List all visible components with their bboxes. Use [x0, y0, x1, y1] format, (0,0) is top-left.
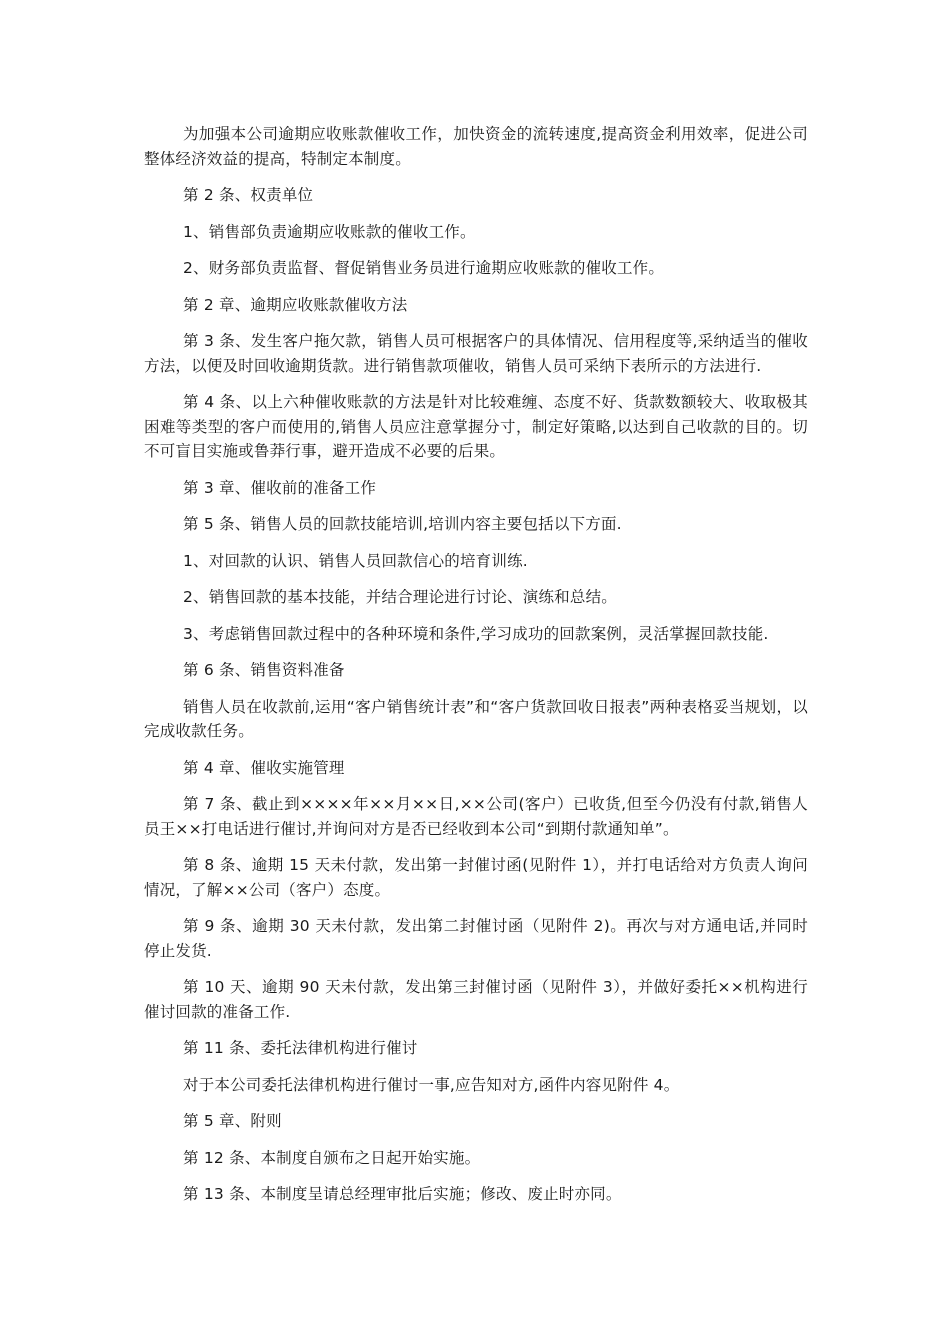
list-item: 1、销售部负责逾期应收账款的催收工作。 — [183, 222, 476, 241]
list-item: 1、对回款的认识、销售人员回款信心的培育训练. — [183, 551, 528, 570]
article-13-paragraph: 第 13 条、本制度呈请总经理审批后实施；修改、废止时亦同。 — [183, 1185, 622, 1203]
article-12-paragraph: 第 12 条、本制度自颁布之日起开始实施。 — [183, 1148, 481, 1167]
list-item: 2、销售回款的基本技能，并结合理论进行讨论、演练和总结。 — [183, 588, 617, 606]
article-11-heading: 第 11 条、委托法律机构进行催讨 — [183, 1039, 418, 1057]
chapter-4-heading: 第 4 章、催收实施管理 — [183, 758, 345, 777]
chapter-5-heading: 第 5 章、附则 — [183, 1112, 282, 1130]
article-6-heading: 第 6 条、销售资料准备 — [183, 661, 345, 679]
chapter-3-heading: 第 3 章、催收前的准备工作 — [183, 478, 377, 497]
list-item: 3、考虑销售回款过程中的各种环境和条件,学习成功的回款案例，灵活掌握回款技能. — [183, 624, 769, 643]
article-8-paragraph: 第 8 条、逾期 15 天未付款，发出第一封催讨函(见附件 1），并打电话给对方负责人询问情况，了解××公司（客户）态度。 — [144, 856, 808, 899]
chapter-2-heading: 第 2 章、逾期应收账款催收方法 — [183, 295, 408, 314]
article-3-paragraph: 第 3 条、发生客户拖欠款，销售人员可根据客户的具体情况、信用程度等,采纳适当的催收方法，以便及时回收逾期货款。进行销售款项催收，销售人员可采纳下表所示的方法进行. — [144, 332, 808, 375]
article-7-paragraph: 第 7 条、截止到××××年××月××日,××公司(客户）已收货,但至今仍没有付款,销售人员王××打电话进行催讨,并询问对方是否已经收到本公司“到期付款通知单”。 — [144, 795, 808, 838]
article-5-paragraph: 第 5 条、销售人员的回款技能培训,培训内容主要包括以下方面. — [183, 515, 622, 533]
article-2-heading: 第 2 条、权责单位 — [183, 186, 314, 204]
article-9-paragraph: 第 9 条、逾期 30 天未付款，发出第二封催讨函（见附件 2)。再次与对方通电话,并同时停止发货. — [144, 917, 808, 960]
sales-materials-paragraph: 销售人员在收款前,运用“客户销售统计表”和“客户货款回收日报表”两种表格妥当规划，以完成收款任务。 — [144, 697, 808, 740]
list-item: 2、财务部负责监督、督促销售业务员进行逾期应收账款的催收工作。 — [183, 259, 665, 277]
article-4-paragraph: 第 4 条、以上六种催收账款的方法是针对比较难缠、态度不好、货款数额较大、收取极其困难等类型的客户而使用的,销售人员应注意掌握分寸，制定好策略,以达到自己收款的目的。切不可盲目实施或鲁莽行事，避开造成不必要的后果。 — [144, 393, 808, 460]
document-body — [144, 122, 808, 1219]
intro-paragraph: 为加强本公司逾期应收账款催收工作，加快资金的流转速度,提高资金利用效率，促进公司整体经济效益的提高，特制定本制度。 — [144, 125, 808, 168]
legal-agency-paragraph: 对于本公司委托法律机构进行催讨一事,应告知对方,函件内容见附件 4。 — [183, 1075, 680, 1094]
article-10-paragraph: 第 10 天、逾期 90 天未付款，发出第三封催讨函（见附件 3），并做好委托××机构进行催讨回款的准备工作. — [144, 978, 808, 1021]
